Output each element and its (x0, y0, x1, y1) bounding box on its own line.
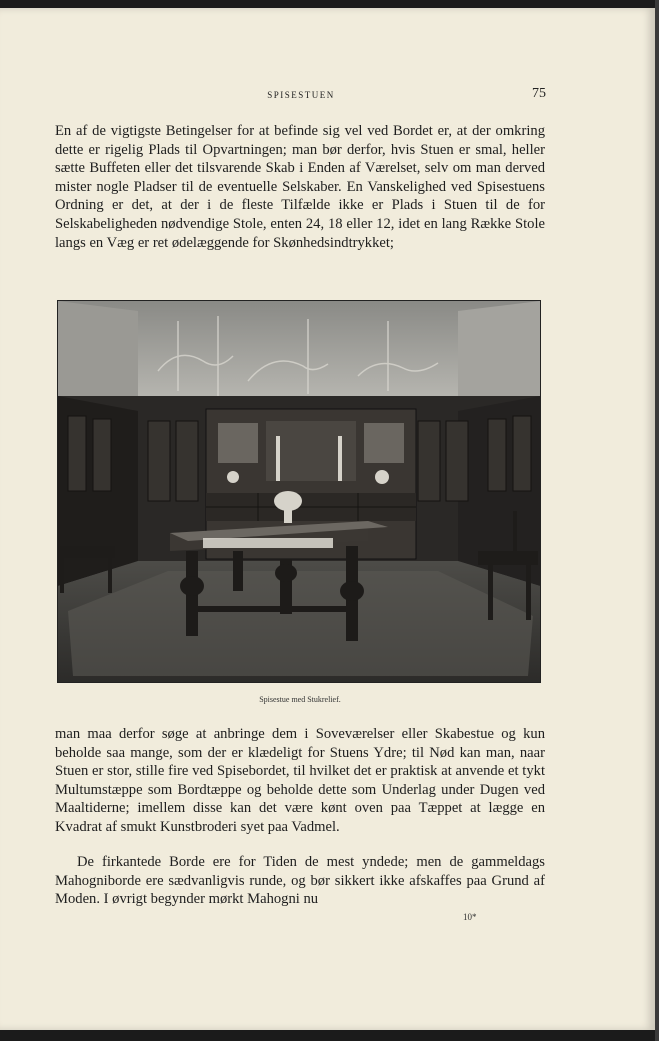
paragraph-1: En af de vigtigste Betingelser for at befinde sig vel ved Bordet er, at der omkring dette er rigelig Plads til Opvartningen; man bør derfor, hvis Stuen er smal, heller sætte Buffeten eller det tilsvarende Skab i Enden af Værelset, selv om man derved mister nogle Pladser til de eventuelle Selskaber. En Vanskelighed ved Spisestuens Ordning er det, at der i de fleste Tilfælde ikke er Plads i Stuen til de for Selskabeligheden nødvendige Stole, enten 24, 18 eller 12, idet en lang Række Stole langs en Væg er ret ødelæggende for Skønhedsindtrykket; (55, 123, 545, 251)
running-head-title: SPISESTUEN (267, 90, 335, 100)
page-edge (655, 0, 659, 1041)
dining-room-illustration (58, 301, 540, 682)
page-number: 75 (532, 86, 546, 101)
book-page (0, 8, 655, 1030)
figure-caption: Spisestue med Stukrelief. (259, 695, 341, 704)
paragraph-3: De firkantede Borde ere for Tiden de mest yndede; men de gammeldags Mahogniborde ere sædvanligvis runde, og bør sikkert ikke afskaffes paa Grund af Moden. I øvrigt begynder mørkt Mahogni nu (55, 854, 545, 908)
running-head (56, 86, 546, 106)
dining-room-photo (57, 300, 541, 683)
signature-mark: 10* (463, 912, 477, 922)
paragraph-2: man maa derfor søge at anbringe dem i Soveværelser eller Skabestue og kun beholde saa mange, som der er klædeligt for Stuens Ydre; til Nød kan man, naar Stuen er stor, stille fire ved Spisebordet, til hvilket det er praktisk at anvende et tykt Multumstæppe som Bordtæppe og beholde dette som Underlag under Dugen ved Maaltiderne; imellem disse kan det være kønt oven paa Tæppet at lægge en Kvadrat af smukt Kunstbroderi syet paa Vadmel. (55, 726, 545, 835)
